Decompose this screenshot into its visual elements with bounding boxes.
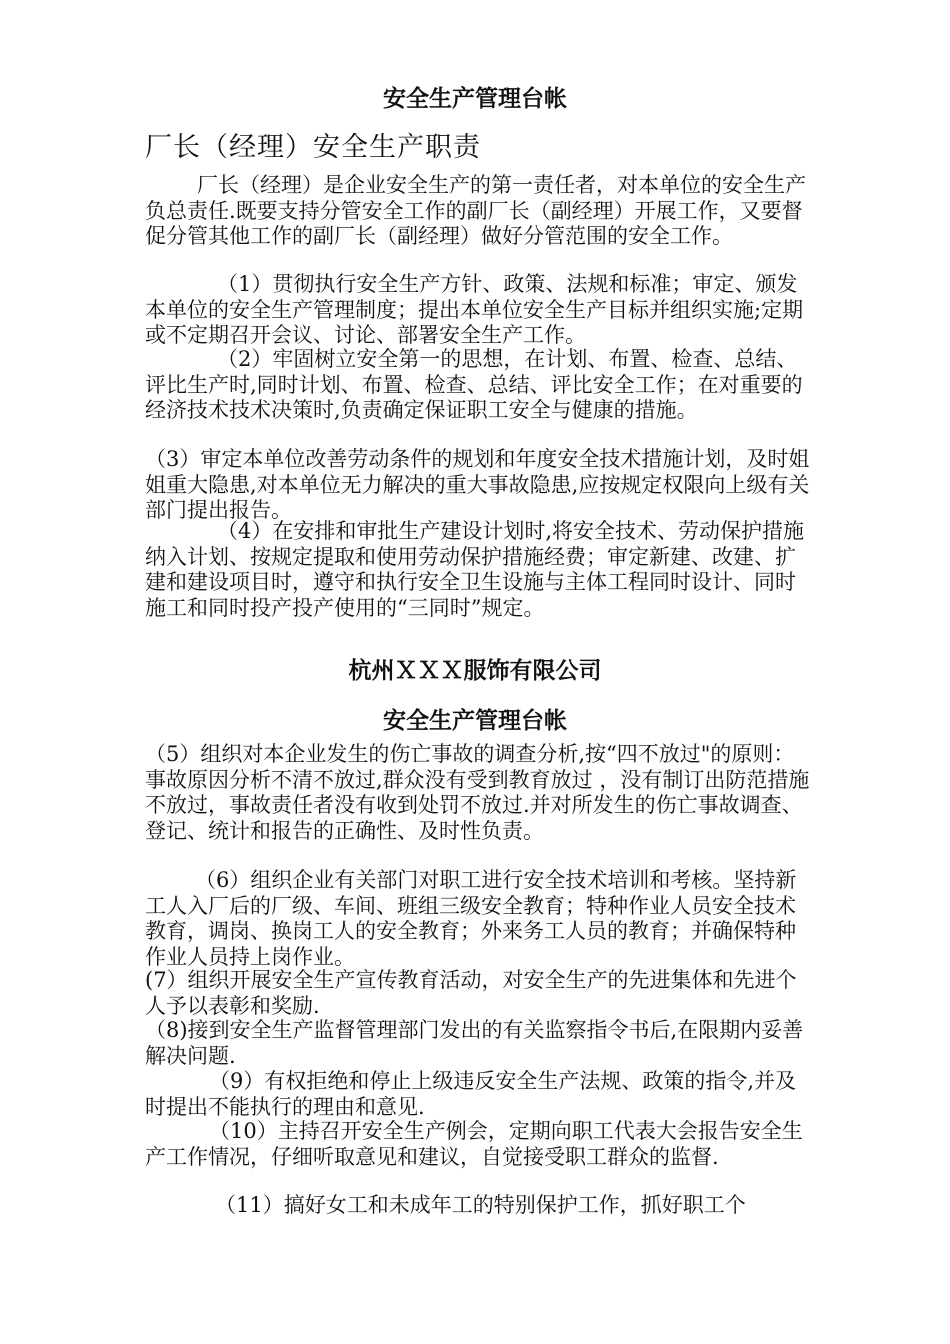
section-title: 厂长（经理）安全生产职责 <box>145 132 481 163</box>
paragraph-item-10: （10）主持召开安全生产例会，定期向职工代表大会报告安全生产工作情况，仔细听取意见和建议，自觉接受职工群众的监督. <box>145 1119 803 1169</box>
paragraph-intro: 厂长（经理）是企业安全生产的第一责任者，对本单位的安全生产负总责任.既要支持分管安全工作的副厂长（副经理）开展工作，又要督促分管其他工作的副厂长（副经理）做好分管范围的安全工作。 <box>145 173 806 248</box>
paragraph-item-9: （9）有权拒绝和停止上级违反安全生产法规、政策的指令,并及时提出不能执行的理由和意见. <box>145 1069 797 1119</box>
paragraph-item-8: （8)接到安全生产监督管理部门发出的有关监察指令书后,在限期内妥善解决问题. <box>145 1018 804 1068</box>
paragraph-item-1: （1）贯彻执行安全生产方针、政策、法规和标准；审定、颁发本单位的安全生产管理制度；提出本单位安全生产目标并组织实施;定期或不定期召开会议、讨论、部署安全生产工作。 <box>145 272 804 347</box>
paragraph-item-2: （2）牢固树立安全第一的思想，在计划、布置、检查、总结、评比生产时,同时计划、布置、检查、总结、评比安全工作；在对重要的经济技术技术决策时,负责确定保证职工安全与健康的措施。 <box>145 347 803 422</box>
paragraph-item-5: （5）组织对本企业发生的伤亡事故的调查分析,按“四不放过"的原则：事故原因分析不清不放过,群众没有受到教育放过 ，没有制订出防范措施不放过，事故责任者没有收到处罚不放过.并对所发生的伤亡事故调查、登记、统计和报告的正确性、及时性负责。 <box>145 742 810 843</box>
document-title: 安全生产管理台帐 <box>383 86 567 112</box>
paragraph-item-3: （3）审定本单位改善劳动条件的规划和年度安全技术措施计划，及时姐姐重大隐患,对本单位无力解决的重大事故隐患,应按规定权限向上级有关部门提出报告。 <box>145 447 810 522</box>
paragraph-item-11: （11）搞好女工和未成年工的特别保护工作，抓好职工个 <box>215 1193 746 1217</box>
paragraph-item-7: (7）组织开展安全生产宣传教育活动，对安全生产的先进集体和先进个人予以表彰和奖励. <box>145 968 797 1018</box>
paragraph-item-6: （6）组织企业有关部门对职工进行安全技术培训和考核。坚持新工人入厂后的厂级、车间、班组三级安全教育；特种作业人员安全技术教育，调岗、换岗工人的安全教育；外来务工人员的教育；并确保特种作业人员持上岗作业。 <box>145 868 797 969</box>
paragraph-item-4: （4）在安排和审批生产建设计划时,将安全技术、劳动保护措施纳入计划、按规定提取和使用劳动保护措施经费；审定新建、改建、扩建和建设项目时，遵守和执行安全卫生设施与主体工程同时设计、同时施工和同时投产投产使用的“三同时”规定。 <box>145 519 805 620</box>
company-name: 杭州ＸＸＸ服饰有限公司 <box>348 658 602 684</box>
document-title-repeat: 安全生产管理台帐 <box>383 708 567 734</box>
